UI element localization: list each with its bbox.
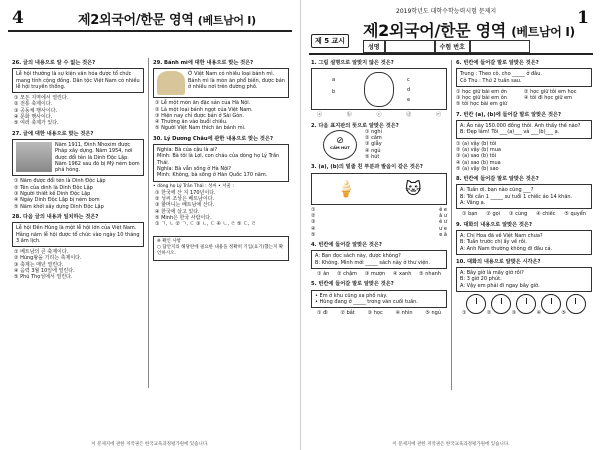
question-2 xyxy=(311,123,447,161)
q29-passage-box xyxy=(153,68,289,98)
q29-opt-2[interactable]: ② Là một loại bánh ngọt của Việt Nam. xyxy=(155,106,253,113)
q10-opt-4[interactable]: ④ xyxy=(537,294,561,316)
q29-opt-3[interactable]: ③ Hiện nay chỉ được bán ở Sài Gòn. xyxy=(155,112,245,119)
notice-box xyxy=(153,236,289,261)
q3-options xyxy=(311,207,447,238)
question-8 xyxy=(456,176,592,217)
q7-opt-3[interactable]: ③ (a) sao (b) tôi xyxy=(456,153,497,160)
q7-head: 7. 빈칸 (a), (b)에 들어갈 말로 알맞은 것은? xyxy=(456,111,562,118)
q26-opt-2[interactable]: ② 전통 축제이다. xyxy=(14,101,53,108)
q1-opt-3[interactable]: ⓒ xyxy=(376,112,382,119)
left-page-title xyxy=(78,9,256,28)
q1-head: 1. 그림 설명으로 알맞지 않은 것은? xyxy=(311,60,394,66)
q26-passage: Lễ hội thường là sự kiện văn hóa được tổ chức mang tính cộng đồng. Dân tộc Việt Nam có nhiều lễ hội truyền thống. xyxy=(12,68,144,93)
q3-pair-5: e â xyxy=(439,231,447,238)
q2-options xyxy=(365,129,382,160)
left-col-2 xyxy=(153,60,289,263)
left-header-rule xyxy=(8,30,292,32)
q8-opt-5[interactable]: ⑤ quyển xyxy=(564,211,586,218)
q1-label-e: e xyxy=(407,97,411,104)
q9-dialog: A: Chị Hoa đã về Việt Nam chưa? B: Tuần trước chị ấy về rồi. A: Anh Nam thường không đi đâu cả. xyxy=(456,230,592,255)
clock-icon xyxy=(466,294,486,314)
building-photo xyxy=(16,142,52,172)
question-6 xyxy=(456,60,592,108)
q28-opt-4[interactable]: ④ 음력 3월 10일에 열린다. xyxy=(14,268,75,275)
q2-opt-3[interactable]: ③ giẫy xyxy=(365,141,382,148)
q4-opt-4[interactable]: ④ xanh xyxy=(392,271,412,278)
q7-opt-4[interactable]: ④ (a) sao (b) mua xyxy=(456,159,501,166)
q29-head: 29. Bánh mì에 대한 내용으로 맞는 것은? xyxy=(153,60,254,66)
q30-opt-4[interactable]: ④ 한국에 살고 있다. xyxy=(155,208,200,215)
q1-options xyxy=(311,112,447,118)
q3-pair-4: ư e xyxy=(439,225,447,232)
no-smoking-sign-icon: ⊘ CẤM HÚT xyxy=(323,130,357,160)
q3-opt-5[interactable]: ⑤ xyxy=(311,231,316,238)
q28-passage: Lễ hội Đền Hùng là một lễ hội lớn của Việt Nam. Hằng năm lễ hội được tổ chức vào ngày 10 tháng 3 âm lịch. xyxy=(12,222,144,247)
q7-opt-2[interactable]: ② (a) vậy (b) mua xyxy=(456,146,501,153)
left-column-divider xyxy=(148,58,149,388)
q5-options xyxy=(311,310,447,316)
period-badge: 제 5 교시 xyxy=(311,34,349,48)
q26-opt-5[interactable]: ⑤ 여러 축제가 있다. xyxy=(14,120,59,127)
right-column-divider xyxy=(451,60,452,390)
q6-opt-2[interactable]: ② học giữ tôi em học xyxy=(524,88,577,95)
question-29 xyxy=(153,60,289,132)
q2-opt-4[interactable]: ④ ngủ xyxy=(365,147,381,154)
q27-passage: Năm 1911, Đinh Nhoxim được Pháp xây dựng. Năm 1954, nơi được đổi tên là Dinh Độc Lập. Năm 1962 sau đó bị Mỹ ném bom phá hỏng. xyxy=(55,141,140,174)
q2-opt-5[interactable]: ⑤ hút xyxy=(365,154,380,161)
q30-answer-row[interactable]: ① ㄱ, ㄴ ② ㄱ, ㄷ ③ ㄴ, ㄷ ④ ㄴ, ㄹ ⑤ ㄷ, ㄹ xyxy=(155,221,256,228)
q26-opt-1[interactable]: ① 모든 지역에서 열린다. xyxy=(14,95,69,102)
notice-text: ○ 답안지의 해당란에 필요한 내용을 정확히 기입(표기)했는지 확인하시오. xyxy=(157,244,284,257)
q6-dialog: Trung : Theo cô, cho _____ ở đâu. Cô Thu : Thứ 2 tuần sau. xyxy=(456,68,592,87)
q26-opt-4[interactable]: ④ 문화 행사이다. xyxy=(14,114,53,121)
q4-opt-2[interactable]: ② chậm xyxy=(337,271,358,278)
q6-head: 6. 빈칸에 들어갈 말로 알맞은 것은? xyxy=(456,60,539,66)
q3-pair-1: ê e xyxy=(439,206,447,213)
q2-body xyxy=(311,129,447,160)
q30-opt-3[interactable]: ③ 할머니는 베트남에 산다. xyxy=(155,202,215,209)
q4-dialog: A: Bạn đọc sách này, được không? B: Không. Mình mới _____ sách này ở thư viện. xyxy=(311,250,447,269)
q3-opt-4[interactable]: ④ xyxy=(311,225,316,232)
face-icon xyxy=(364,72,394,107)
q10-opt-5[interactable]: ⑤ xyxy=(562,294,586,316)
q27-opt-4[interactable]: ④ Ngày Dinh Độc Lập bị ném bom xyxy=(14,197,100,204)
question-4 xyxy=(311,242,447,277)
left-page-number: 4 xyxy=(12,8,24,28)
right-header-rule xyxy=(309,53,593,55)
q8-opt-4[interactable]: ④ chiếc xyxy=(536,211,556,218)
q30-opt-1[interactable]: ① 한국에 산 지 170년이다. xyxy=(155,189,216,196)
q10-head: 10. 대화의 내용으로 알맞은 시각은? xyxy=(456,258,541,265)
left-footer: 이 문제지에 관한 저작권은 한국교육과정평가원에 있습니다. xyxy=(91,442,209,447)
q27-head: 27. 글에 대한 내용으로 맞는 것은? xyxy=(12,130,94,137)
name-label: 성명 xyxy=(363,40,385,53)
q1-opt-4[interactable]: ⓓ xyxy=(406,112,412,119)
q8-head: 8. 빈칸에 들어갈 말로 알맞은 것은? xyxy=(456,176,539,183)
q7-dialog: A: Áo này 150.000 đồng thôi. Anh thấy thế nào? B: Đẹp lắm! Tôi ___(a)___ và ___(b)___ ạ. xyxy=(456,120,592,139)
q3-opt-1[interactable]: ① xyxy=(311,206,316,213)
q3-opt-3[interactable]: ③ xyxy=(311,219,316,226)
cat-icon: 🐱 xyxy=(404,178,422,198)
q4-opt-5[interactable]: ⑤ nhanh xyxy=(419,271,441,278)
q28-opt-3[interactable]: ③ 축제는 매년 열린다. xyxy=(14,261,64,268)
q10-dialog: A: Bây giờ là mấy giờ rồi? B: 3 giờ 20 phút. A: Vậy em phải đi ngay bây giờ. xyxy=(456,267,592,292)
q29-opt-4[interactable]: ④ Thường ăn vào buổi chiều. xyxy=(155,119,228,126)
q7-options xyxy=(456,141,592,172)
q3-opt-2[interactable]: ② xyxy=(311,212,316,219)
clock-icon xyxy=(566,294,586,314)
q27-opt-1[interactable]: ① Năm được đổi tên là Dinh Độc Lập xyxy=(14,178,106,185)
q1-label-a: a xyxy=(332,77,336,84)
q29-passage: Ở Việt Nam có nhiều loại bánh mì. Bánh mì là món ăn phổ biến, được bán ở nhiều nơi trên đường phố. xyxy=(188,71,285,90)
left-title-sub: (베트남어 I) xyxy=(197,14,256,27)
q7-opt-1[interactable]: ① (a) vậy (b) tôi xyxy=(456,140,497,147)
q5-opt-2[interactable]: ② bắt xyxy=(340,310,355,317)
right-title-main: 제2외국어/한문 영역 xyxy=(363,21,506,40)
q2-opt-1[interactable]: ① nghỉ xyxy=(365,128,382,135)
ice-cream-icon: 🍦 xyxy=(336,178,357,198)
q27-opt-3[interactable]: ③ Người thiết kế Dinh Độc Lập xyxy=(14,191,91,198)
q8-dialog: A: Tuấn ơi, bạn nào cũng ___? B: Tôi cần 1 _____ sư tuổi 1 chiếc áo 14 khăn. A: Vâng ạ. xyxy=(456,184,592,209)
q27-opt-5[interactable]: ⑤ Năm khởi xây dựng Dinh Độc Lập xyxy=(14,203,104,210)
q10-opt-3[interactable]: ③ xyxy=(512,294,536,316)
clock-icon xyxy=(516,294,536,314)
q28-head: 28. 다음 글의 내용과 일치하는 것은? xyxy=(12,213,99,220)
q3-pictures xyxy=(311,173,447,205)
q4-opt-1[interactable]: ① ăn xyxy=(317,271,330,278)
q30-opt-5[interactable]: ⑤ Minh은 한국 사람이다. xyxy=(155,215,212,222)
clock-icon xyxy=(491,294,511,314)
question-3 xyxy=(311,164,447,238)
q5-opt-4[interactable]: ④ nhìn xyxy=(395,310,413,317)
question-27 xyxy=(12,131,144,210)
right-page-number: 1 xyxy=(577,8,589,28)
q5-opt-5[interactable]: ⑤ ngủ xyxy=(425,310,441,317)
left-col-1 xyxy=(12,60,144,285)
q28-opt-2[interactable]: ② Hùng왕을 기리는 축제이다. xyxy=(14,255,82,262)
q10-opt-2[interactable]: ② xyxy=(487,294,511,316)
q8-opt-2[interactable]: ② gọi xyxy=(486,211,501,218)
q28-opt-5[interactable]: ⑤ Phú Thọ성에서 열린다. xyxy=(14,274,73,281)
q30-head: 30. Lý Dương Châu에 관한 내용으로 맞는 것은? xyxy=(153,135,273,142)
q1-label-c: c xyxy=(407,77,410,84)
q6-opt-3[interactable]: ③ học giữ bài em ôn xyxy=(456,95,507,102)
bread-illustration xyxy=(157,71,185,95)
q5-head: 5. 빈칸에 들어갈 말로 알맞은 것은? xyxy=(311,281,394,288)
q8-options xyxy=(456,211,592,217)
notice-title: ※ 확인 사항 xyxy=(157,238,182,244)
q1-label-b: b xyxy=(332,89,336,96)
question-10 xyxy=(456,259,592,316)
q1-label-d: d xyxy=(407,87,411,94)
sign-text: CẤM HÚT xyxy=(330,144,350,150)
q4-options xyxy=(311,271,447,277)
id-label: 수험 번호 xyxy=(435,40,470,53)
q4-opt-3[interactable]: ③ mượn xyxy=(364,271,386,278)
q28-opt-1[interactable]: ① 베트남의 큰 축제이다. xyxy=(14,249,69,256)
q6-opt-4[interactable]: ④ tôi đi học giữ em xyxy=(524,95,573,102)
q9-head: 9. 대화의 내용으로 알맞은 것은? xyxy=(456,221,532,228)
q27-passage-box xyxy=(12,139,144,176)
q1-opt-1[interactable]: ⓐ xyxy=(317,112,323,119)
right-footer: 이 문제지에 관한 저작권은 한국교육과정평가원에 있습니다. xyxy=(392,442,510,447)
q8-opt-1[interactable]: ① bạn xyxy=(462,211,478,218)
q4-head: 4. 빈칸에 들어갈 알맞은 것은? xyxy=(311,242,382,249)
right-col-2 xyxy=(456,60,592,320)
q8-opt-3[interactable]: ③ cùng xyxy=(509,211,528,218)
q26-opt-3[interactable]: ③ 공동체 행사이다. xyxy=(14,107,58,114)
q5-dialog: • Em ở khu cũng xa phố này. • Hùng đang ở _____ trong văn cuối tuần. xyxy=(311,290,447,309)
q1-opt-5[interactable]: ⓔ xyxy=(435,112,441,119)
q29-opt-1[interactable]: ① Lễ một món ăn đặc sản của Hà Nội. xyxy=(155,100,251,107)
q30-passage: Nghĩa: Bà của cậu là ai? Minh: Bà tôi là Lợi, con cháu của dòng họ Lý Trần Thái. Nghĩa: Bà vẫn sống ở Hà Nội? Minh: Không, bà sống ở Hàn Quốc 170 năm. xyxy=(153,144,289,181)
q5-opt-3[interactable]: ③ học xyxy=(367,310,383,317)
q5-opt-1[interactable]: ① đi xyxy=(317,310,328,317)
q1-face-illustration xyxy=(311,68,447,110)
q7-opt-5[interactable]: ⑤ (a) vậy (b) sao xyxy=(456,165,499,172)
examinee-info-box xyxy=(363,40,530,53)
q30-opt-2[interactable]: ② 성씨 조상은 베트남이다. xyxy=(155,196,215,203)
q3-pair-3: ê ư xyxy=(439,219,447,226)
q6-opt-1[interactable]: ① học giữ bài em ớn xyxy=(456,88,507,95)
question-7 xyxy=(456,112,592,172)
question-26 xyxy=(12,60,144,127)
q29-opt-5[interactable]: ⑤ Người Việt Nam thích ăn bánh mì. xyxy=(155,125,246,132)
question-1 xyxy=(311,60,447,119)
q27-opt-2[interactable]: ② Tên của dinh là Dinh Độc Lập xyxy=(14,184,93,191)
q6-options xyxy=(456,89,592,108)
q3-pair-2: â ư xyxy=(439,212,447,219)
question-9 xyxy=(456,222,592,255)
q6-opt-5[interactable]: ⑤ tôi học bài em giữ xyxy=(456,101,508,108)
clock-icon xyxy=(541,294,561,314)
question-5 xyxy=(311,281,447,316)
q10-opt-1[interactable]: ① xyxy=(462,294,486,316)
right-title-sub: (베트남어 I) xyxy=(511,25,575,39)
id-field[interactable] xyxy=(470,40,530,53)
question-30 xyxy=(153,136,289,228)
left-title-main: 제2외국어/한문 영역 xyxy=(78,13,194,28)
q30-note: • dòng họ Lý Trần Thái : 성씨 • 서울 : xyxy=(153,183,234,189)
q3-head: 3. (a), (b)의 밑줄 친 부분과 발음이 같은 것은? xyxy=(311,164,423,171)
question-28 xyxy=(12,214,144,281)
name-field[interactable] xyxy=(385,40,435,53)
q26-head: 26. 글의 내용으로 알 수 없는 것은? xyxy=(12,60,96,66)
q2-head: 2. 다음 표지판의 뜻으로 알맞은 것은? xyxy=(311,122,399,129)
right-col-1 xyxy=(311,60,447,321)
right-page xyxy=(300,0,600,450)
q10-clock-options xyxy=(456,294,592,316)
exam-title: 2019학년도 대학수학능력시험 문제지 xyxy=(396,8,497,15)
q1-opt-2[interactable]: ⓑ xyxy=(346,112,352,119)
q2-opt-2[interactable]: ② cấm xyxy=(365,135,382,142)
right-page-title xyxy=(363,18,575,41)
